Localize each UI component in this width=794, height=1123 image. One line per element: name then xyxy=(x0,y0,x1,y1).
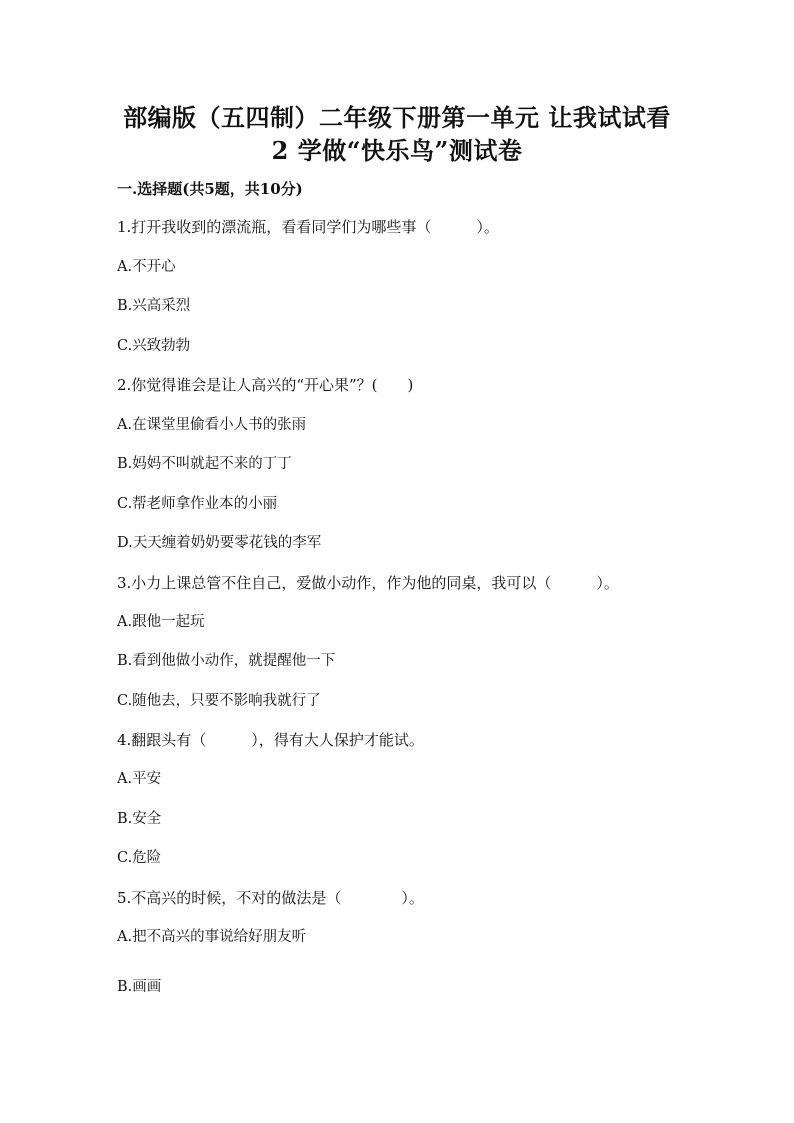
question-5-stem: 5.不高兴的时候，不对的做法是（ ）。 xyxy=(117,889,424,907)
question-5-option-a[interactable]: A.把不高兴的事说给好朋友听 xyxy=(117,929,307,945)
question-2-option-c[interactable]: C.帮老师拿作业本的小丽 xyxy=(117,496,278,512)
question-1-option-c[interactable]: C.兴致勃勃 xyxy=(117,338,191,354)
question-1-stem: 1.打开我收到的漂流瓶，看看同学们为哪些事（ ）。 xyxy=(117,218,499,236)
page-title-line2: 2 学做“快乐鸟”测试卷 xyxy=(271,136,523,165)
question-2-option-d[interactable]: D.天天缠着奶奶要零花钱的李军 xyxy=(117,535,322,551)
question-4-option-c[interactable]: C.危险 xyxy=(117,850,162,866)
question-3-option-c[interactable]: C.随他去，只要不影响我就行了 xyxy=(117,693,321,709)
question-3-stem: 3.小力上课总管不住自己，爱做小动作，作为他的同桌，我可以（ ）。 xyxy=(117,574,619,592)
page-title-line1: 部编版（五四制）二年级下册第一单元 让我试试看 xyxy=(123,103,671,132)
question-3-option-a[interactable]: A.跟他一起玩 xyxy=(117,614,205,630)
question-5-option-b[interactable]: B.画画 xyxy=(117,979,162,995)
question-4-option-b[interactable]: B.安全 xyxy=(117,811,162,827)
question-4-option-a[interactable]: A.平安 xyxy=(117,771,162,787)
question-3-option-b[interactable]: B.看到他做小动作，就提醒他一下 xyxy=(117,653,336,669)
question-1-option-a[interactable]: A.不开心 xyxy=(117,259,176,275)
question-2-option-a[interactable]: A.在课堂里偷看小人书的张雨 xyxy=(117,417,307,433)
question-2-stem: 2.你觉得谁会是让人高兴的“开心果”？( ) xyxy=(117,376,414,394)
question-1-option-b[interactable]: B.兴高采烈 xyxy=(117,298,191,314)
section-heading: 一.选择题(共5题，共10分) xyxy=(117,180,303,198)
question-2-option-b[interactable]: B.妈妈不叫就起不来的丁丁 xyxy=(117,456,292,472)
question-4-stem: 4.翻跟头有（ ），得有大人保护才能试。 xyxy=(117,731,424,749)
